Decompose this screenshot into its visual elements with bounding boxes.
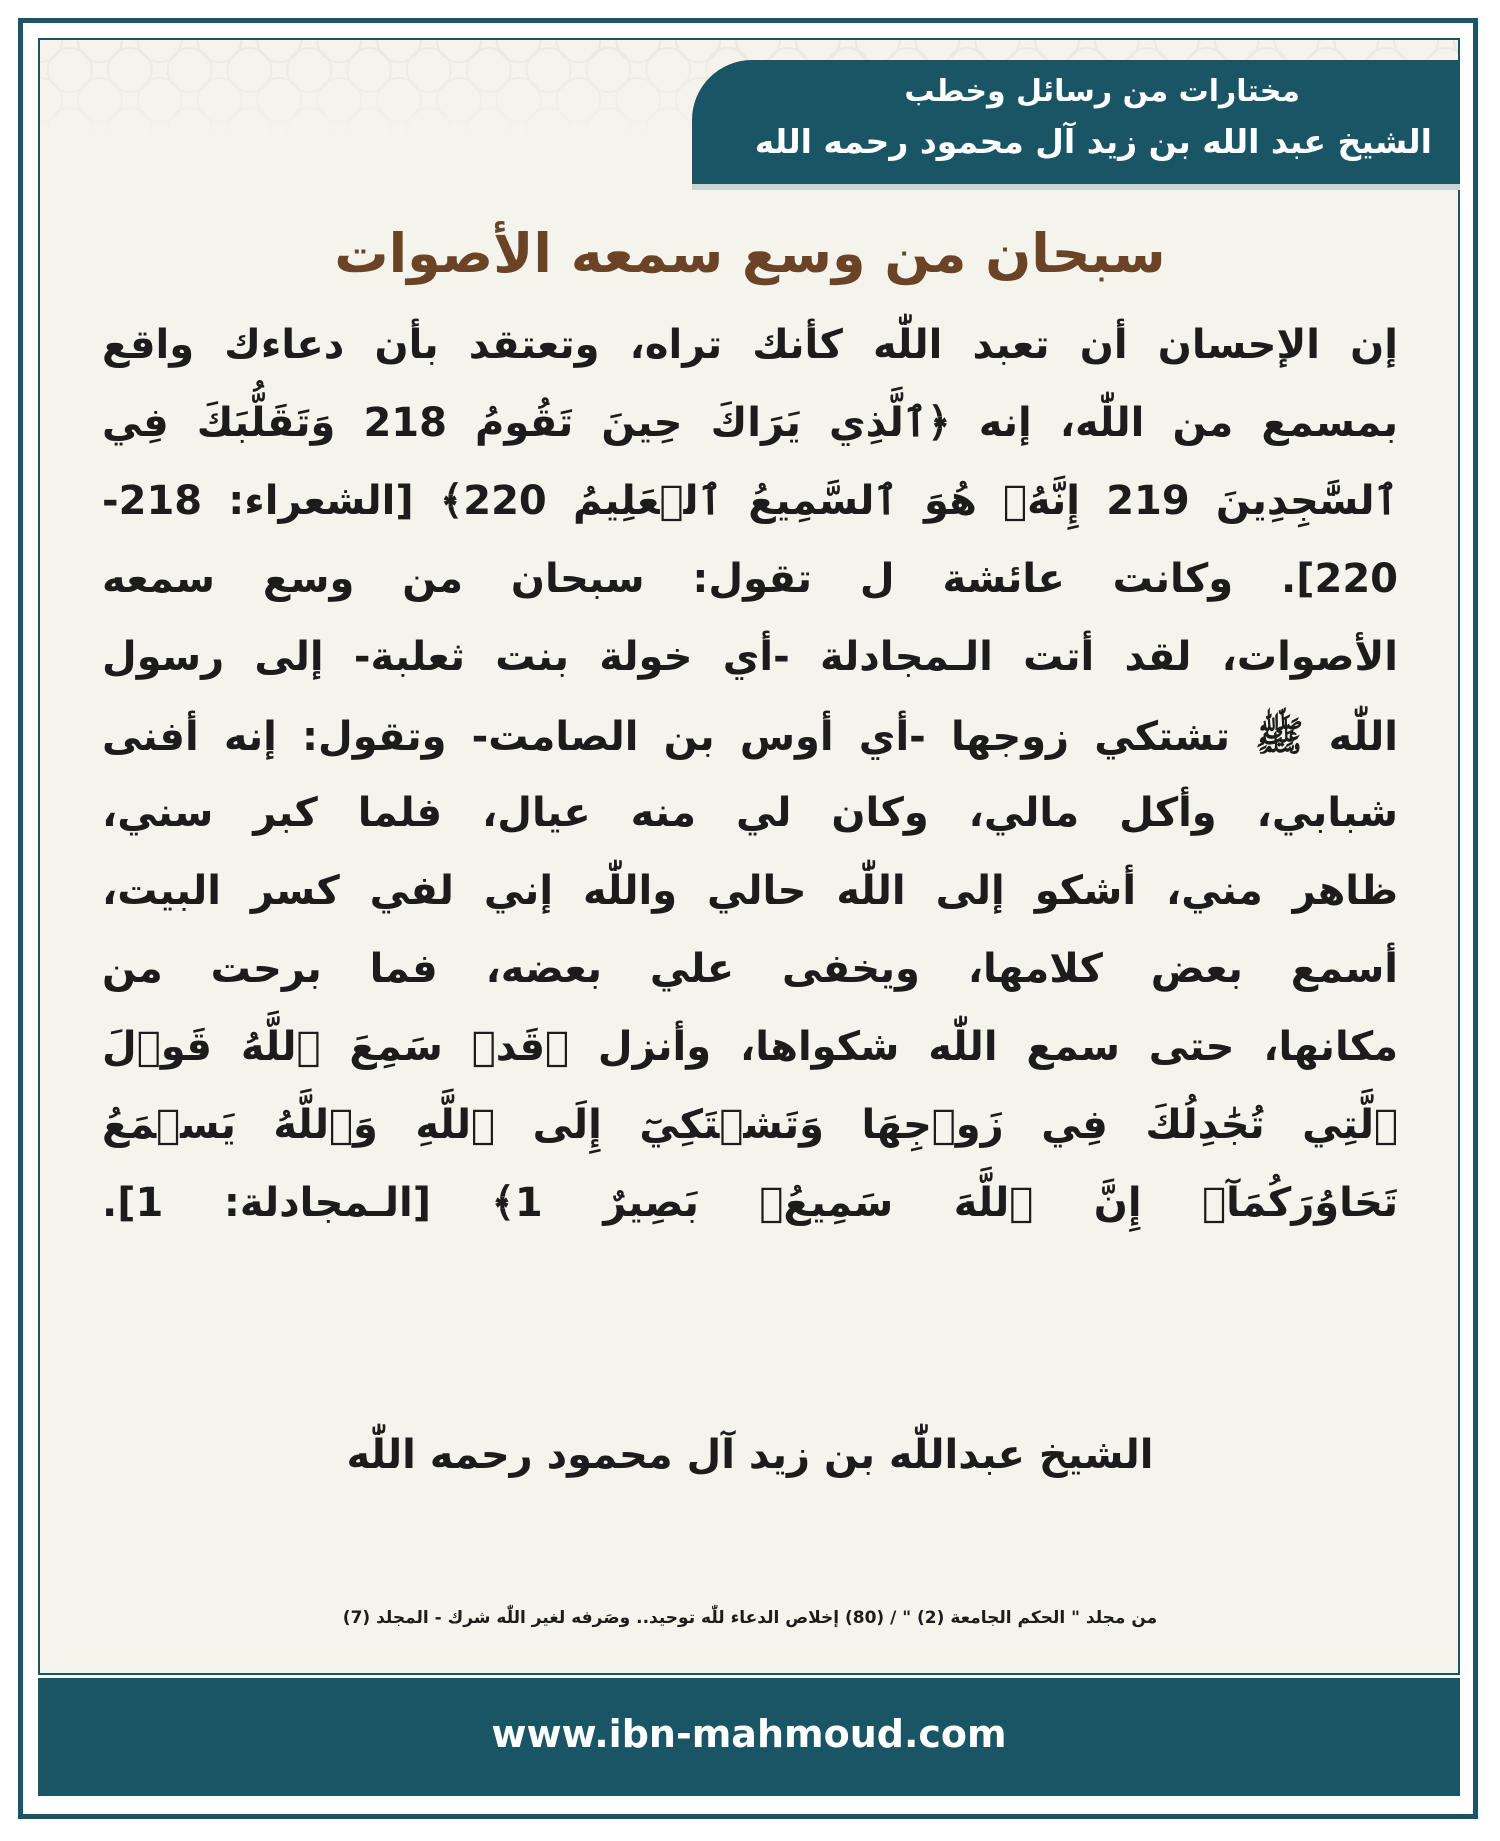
source-citation: من مجلد " الحكم الجامعة (2) " / (80) إخلاص الدعاء للّٰه توحيد.. وصَرفه لغير اللّٰه شرك - المجلد (7) xyxy=(342,1608,1158,1628)
body-line-11: ٱلَّتِي تُجَٰدِلُكَ فِي زَوۡجِهَا وَتَشۡتَكِيٓ إِلَى ٱللَّهِ وَٱللَّهُ يَسۡمَعُ xyxy=(102,1102,1398,1148)
body-line-10: مكانها، حتى سمع اللّٰه شكواها، وأنزل ﴿قَدۡ سَمِعَ ٱللَّهُ قَوۡلَ xyxy=(102,1024,1398,1070)
body-line-3: ٱلسَّٰجِدِينَ 219 إِنَّهُۥ هُوَ ٱلسَّمِيعُ ٱلۡعَلِيمُ 220﴾ [الشعراء: 218- xyxy=(102,478,1398,524)
author-signature: الشيخ عبداللّٰه بن زيد آل محمود رحمه اللّٰه xyxy=(346,1432,1154,1478)
header-series-title: مختارات من رسائل وخطب xyxy=(904,74,1300,109)
body-line-4: 220]. وكانت عائشة ل تقول: سبحان من وسع سمعه xyxy=(102,556,1398,602)
header-author-name: الشيخ عبد الله بن زيد آل محمود رحمه الله xyxy=(754,122,1432,161)
body-line-9: أسمع بعض كلامها، ويخفى علي بعضه، فما برحت من xyxy=(102,946,1398,992)
website-link[interactable]: www.ibn-mahmoud.com xyxy=(491,1712,1007,1756)
body-line-6: اللّٰه ﷺ تشتكي زوجها -أي أوس بن الصامت- وتقول: إنه أفنى xyxy=(102,714,1398,760)
page-title: سبحان من وسع سمعه الأصوات xyxy=(334,222,1166,285)
body-line-12: تَحَاوُرَكُمَآۚ إِنَّ ٱللَّهَ سَمِيعُۢ بَصِيرٌ 1﴾ [الـمجادلة: 1]. xyxy=(102,1180,1398,1226)
body-line-1: إن الإحسان أن تعبد اللّٰه كأنك تراه، وتعتقد بأن دعاءك واقع xyxy=(102,322,1398,368)
body-line-8: ظاهر مني، أشكو إلى اللّٰه حالي واللّٰه إني لفي كسر البيت، xyxy=(102,868,1398,914)
body-line-7: شبابي، وأكل مالي، وكان لي منه عيال، فلما كبر سني، xyxy=(102,790,1398,836)
body-line-5: الأصوات، لقد أتت الـمجادلة -أي خولة بنت ثعلبة- إلى رسول xyxy=(102,634,1398,680)
header-banner xyxy=(692,60,1460,190)
footer-bar xyxy=(38,1678,1460,1796)
body-line-2: بمسمع من اللّٰه، إنه ﴿ٱلَّذِي يَرَاكَ حِينَ تَقُومُ 218 وَتَقَلُّبَكَ فِي xyxy=(102,400,1399,446)
